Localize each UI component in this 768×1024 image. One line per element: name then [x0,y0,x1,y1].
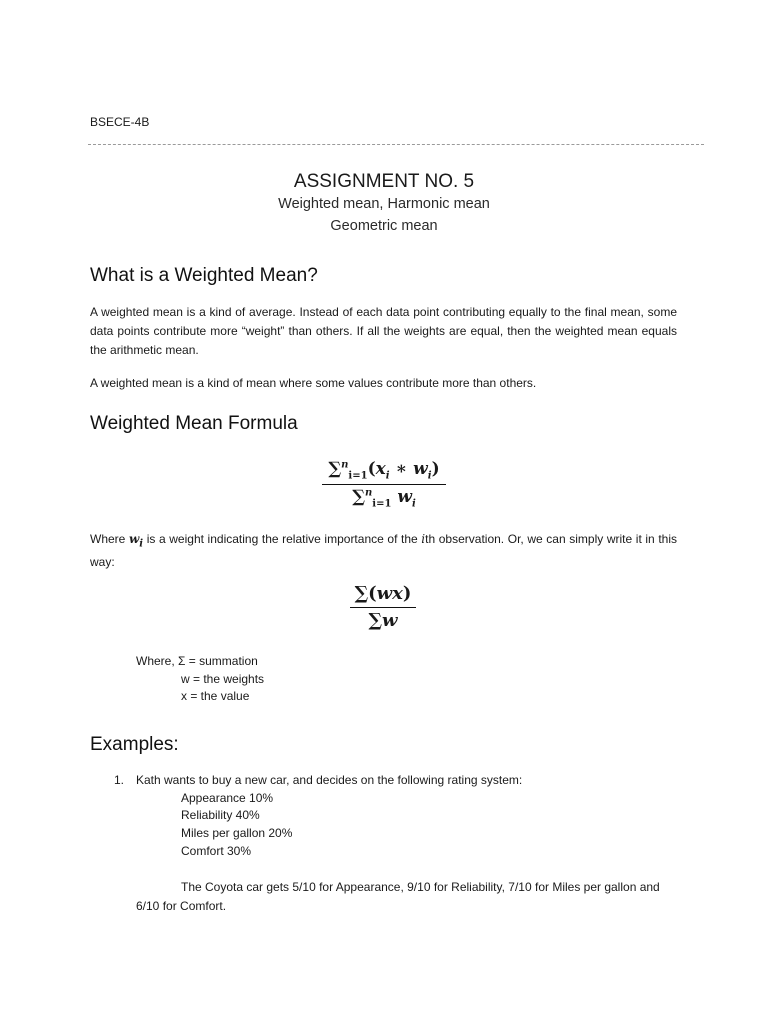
heading-examples: Examples: [90,734,179,755]
weighted-mean-formula-simple [350,583,416,631]
simple-denominator: ∑w [368,610,398,631]
list-item-text: Kath wants to buy a new car, and decides on the following rating system: [136,773,523,787]
definition-value: x = the value [181,689,250,703]
weighted-mean-formula-full [322,459,446,510]
rating-reliability: Reliability 40% [181,808,260,822]
summary-paragraph: A weighted mean is a kind of mean where some values contribute more than others. [90,376,537,390]
formula-denominator: ∑$^n_{i=1}$ $w_i$ [352,487,416,510]
dashed-divider [88,144,704,145]
w-i-symbol: $w_i$ [128,532,144,550]
fraction-bar [322,484,446,485]
example-detail: The Coyota car gets 5/10 for Appearance, 9/10 for Reliability, 7/10 for Miles per gallon and 6/10 for Comfort. [136,880,660,913]
simple-numerator: ∑(wx) [354,583,412,604]
definition-paragraph: A weighted mean is a kind of average. Instead of each data point contributing equally to the final mean, some data points contribute more “weight” than others. If all the weights are equal, then the weighted mean equals the arithmetic mean. [90,305,677,357]
i-symbol: i [421,532,426,546]
section-code: BSECE-4B [90,115,150,129]
list-item-number: 1. [114,773,125,787]
definition-weights: w = the weights [181,672,265,686]
assignment-title: ASSIGNMENT NO. 5 [293,171,475,192]
subtitle-line-1: Weighted mean, Harmonic mean [278,196,490,212]
fraction-bar [350,607,416,608]
formula-numerator: $\sum^n_{i=1}(x_i$ ∗ $w_i$) [328,459,440,482]
rating-miles-per-gallon: Miles per gallon 20% [181,826,293,840]
rating-comfort: Comfort 30% [181,844,252,858]
heading-weighted-mean-formula: Weighted Mean Formula [90,413,298,434]
definition-summation: Where, Σ = summation [136,654,258,668]
rating-appearance: Appearance 10% [181,791,274,805]
subtitle-line-2: Geometric mean [330,218,438,234]
heading-what-is-weighted-mean: What is a Weighted Mean? [90,265,318,286]
formula-explanation: Where $w_i$ is a weight indicating the relative importance of the ith observation. Or, we can simply write it in this way: [90,532,677,570]
